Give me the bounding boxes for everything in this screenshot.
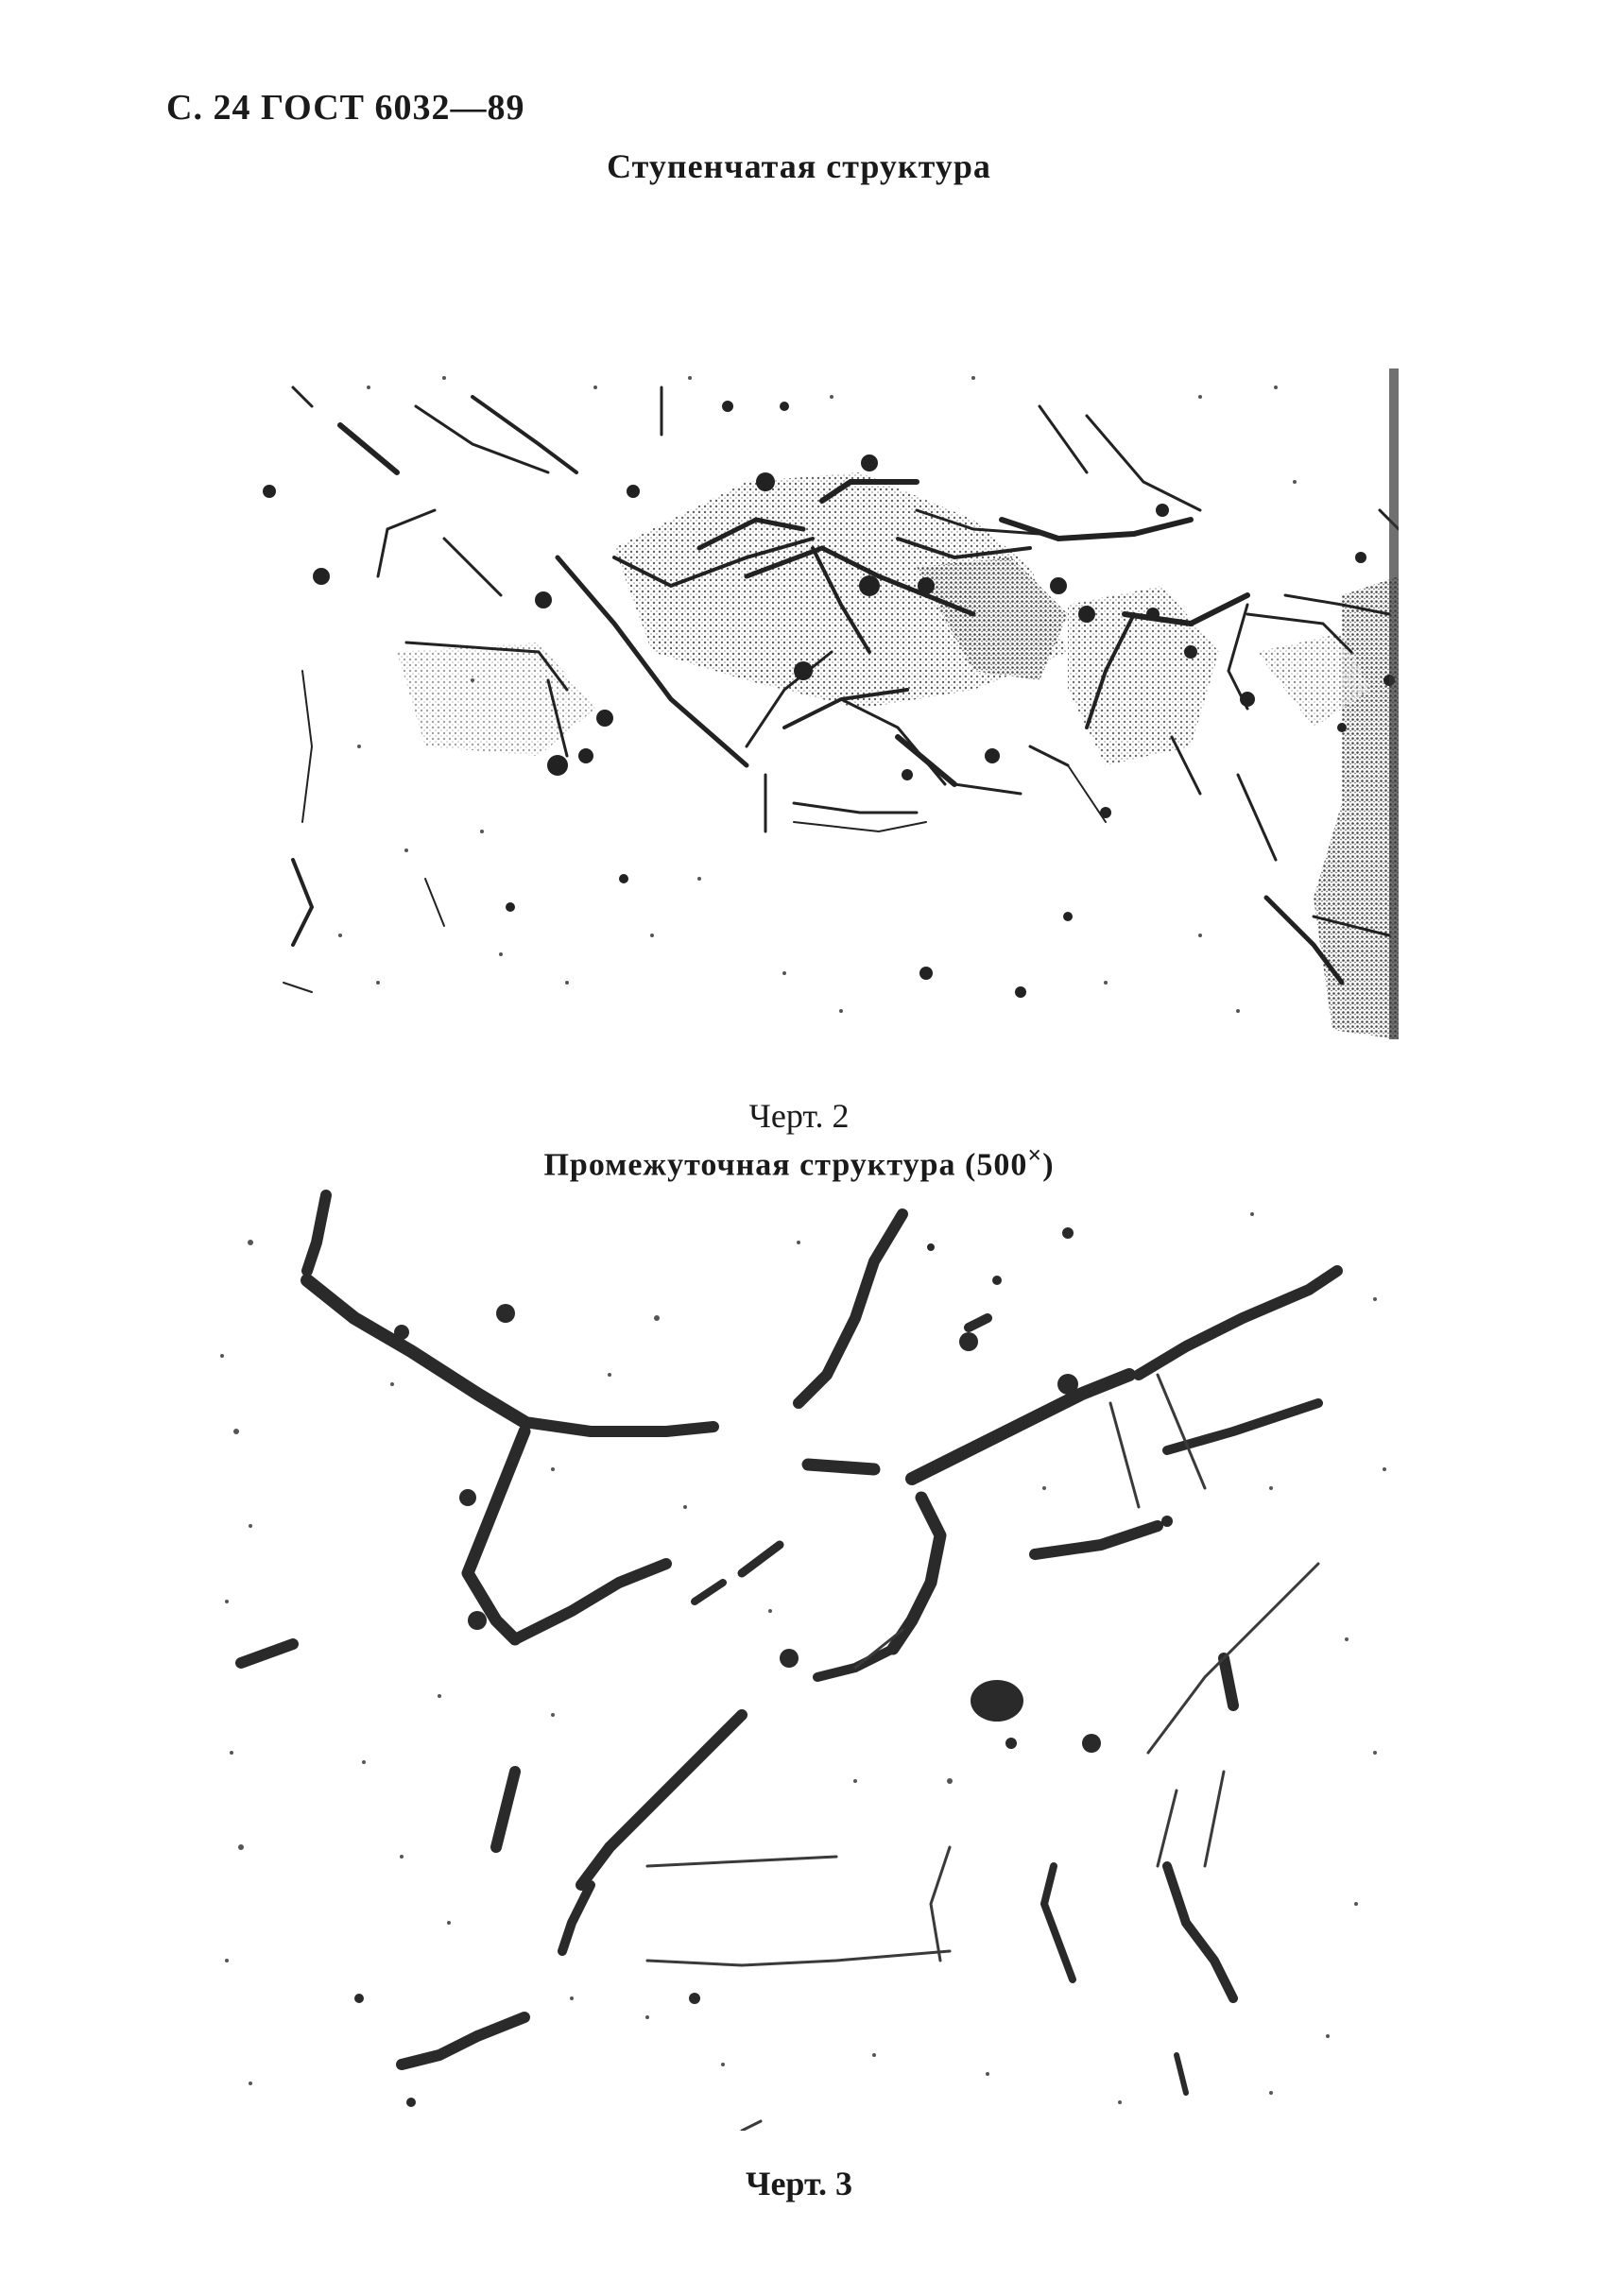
figure-3-micrograph-image [213,1186,1399,2131]
figure-3-title-close: ) [1042,1147,1055,1183]
figure-3-title-text: Промежуточная структура (500 [543,1147,1028,1183]
figure-3-magnification-mark: × [1027,1141,1043,1169]
page-header: С. 24 ГОСТ 6032—89 [166,88,525,128]
figure-3-micrograph [213,1186,1399,2131]
figure-3-title [0,1141,1598,1183]
figure-2-caption: Черт. 2 [748,1097,850,1135]
figure-2-micrograph-image [255,368,1399,1039]
figure-3-caption: Черт. 3 [746,2165,852,2202]
figure-2-micrograph [255,368,1399,1039]
figure-2-title: Ступенчатая структура [607,147,991,185]
